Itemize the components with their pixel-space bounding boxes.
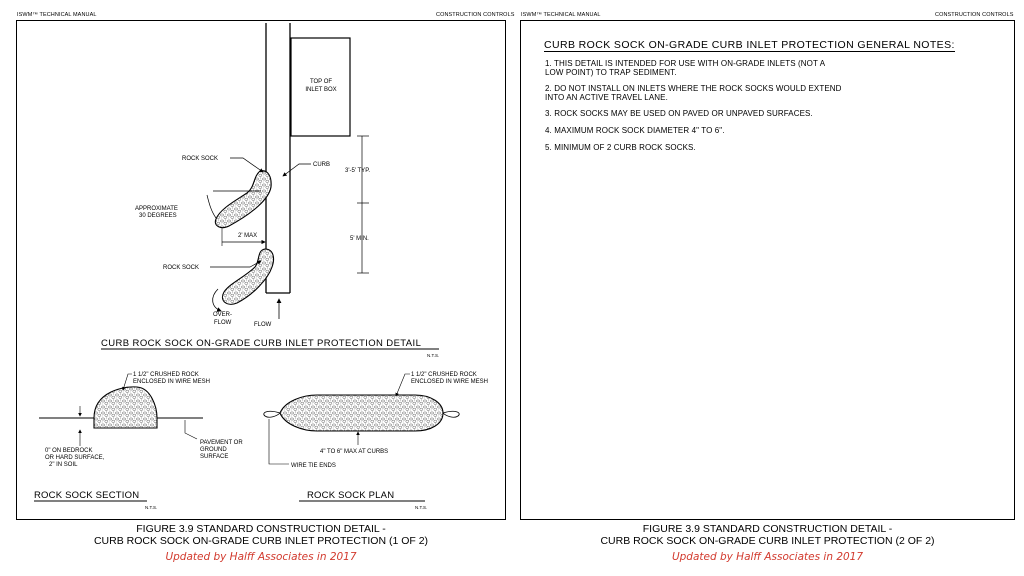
note-2: 2. DO NOT INSTALL ON INLETS WHERE THE ROCK SOCKS WOULD EXTEND INTO AN ACTIVE TRAVEL LANE.	[545, 84, 842, 102]
plan-nts: N.T.S.	[415, 505, 428, 510]
plan-rock-label-2: ENCLOSED IN WIRE MESH	[411, 379, 489, 385]
angle-label-2: 30 DEGREES	[139, 213, 177, 219]
typical-spacing-label: 3'-5' TYP.	[345, 168, 371, 174]
section-rock-label-1: 1 1/2" CRUSHED ROCK	[133, 372, 199, 378]
overflow-arrow	[213, 289, 221, 311]
pavement-label-3: SURFACE	[200, 454, 229, 460]
bedrock-label-1: 0" ON BEDROCK	[45, 448, 93, 454]
bedrock-label-2: OR HARD SURFACE,	[45, 455, 105, 461]
max-length-label: 2' MAX	[238, 233, 258, 239]
left-header-section: CONSTRUCTION CONTROLS	[436, 12, 515, 18]
bedrock-label-3: 2" IN SOIL	[49, 462, 78, 468]
right-notes-frame	[520, 20, 1015, 520]
rock-sock-lower-label: ROCK SOCK	[163, 265, 200, 271]
left-credit: Updated by Halff Associates in 2017	[165, 551, 357, 563]
right-wire-tie	[443, 411, 459, 417]
overflow-label-1: OVER-	[213, 312, 233, 318]
left-header-title: ISWM™ TECHNICAL MANUAL	[17, 12, 97, 18]
section-title: ROCK SOCK SECTION	[34, 490, 140, 501]
curb-label: CURB	[313, 162, 331, 168]
right-header-section: CONSTRUCTION CONTROLS	[935, 12, 1014, 18]
upper-rock-sock	[215, 171, 271, 228]
pavement-label-1: PAVEMENT OR	[200, 440, 243, 446]
plan-max-label: 4" TO 6" MAX AT CURBS	[320, 449, 389, 455]
wire-tie-label: WIRE TIE ENDS	[291, 463, 336, 469]
plan-rock-sock	[280, 395, 443, 431]
curb-inlet-detail-drawing	[17, 21, 507, 521]
plan-rock-label-1: 1 1/2" CRUSHED ROCK	[411, 372, 477, 378]
note-5: 5. MINIMUM OF 2 CURB ROCK SOCKS.	[545, 143, 696, 152]
section-rock-label-2: ENCLOSED IN WIRE MESH	[133, 379, 211, 385]
plan-title: ROCK SOCK PLAN	[307, 490, 395, 501]
note-1: 1. THIS DETAIL IS INTENDED FOR USE WITH ON-GRADE INLETS (NOT A LOW POINT) TO TRAP SEDIMENT.	[545, 59, 826, 77]
note-3: 3. ROCK SOCKS MAY BE USED ON PAVED OR UNPAVED SURFACES.	[545, 109, 813, 118]
right-caption-line-1: FIGURE 3.9 STANDARD CONSTRUCTION DETAIL -	[642, 523, 893, 535]
flow-label: FLOW	[254, 322, 272, 328]
notes-title: CURB ROCK SOCK ON-GRADE CURB INLET PROTECTION GENERAL NOTES:	[544, 39, 955, 51]
minimum-spacing-label: 5' MIN.	[350, 236, 369, 242]
overflow-label-2: FLOW	[214, 320, 232, 326]
lower-rock-sock	[222, 249, 273, 304]
rock-sock-upper-label: ROCK SOCK	[182, 156, 219, 162]
detail-title: CURB ROCK SOCK ON-GRADE CURB INLET PROTECTION DETAIL	[101, 338, 422, 349]
right-caption-line-2: CURB ROCK SOCK ON-GRADE CURB INLET PROTECTION (2 OF 2)	[600, 535, 935, 547]
angle-label-1: APPROXIMATE	[135, 206, 178, 212]
left-caption-line-2: CURB ROCK SOCK ON-GRADE CURB INLET PROTECTION (1 OF 2)	[93, 535, 429, 547]
right-header-title: ISWM™ TECHNICAL MANUAL	[521, 12, 601, 18]
inlet-box-label-1: TOP OF	[309, 79, 333, 85]
pavement-label-2: GROUND	[200, 447, 227, 453]
left-caption-line-1: FIGURE 3.9 STANDARD CONSTRUCTION DETAIL -	[136, 523, 386, 535]
right-credit: Updated by Halff Associates in 2017	[671, 551, 864, 563]
note-4: 4. MAXIMUM ROCK SOCK DIAMETER 4" TO 6".	[545, 126, 725, 135]
left-wire-tie	[264, 411, 280, 417]
inlet-box-label-2: INLET BOX	[305, 87, 337, 93]
section-rock-sock	[94, 387, 157, 428]
left-drawing-frame	[16, 20, 506, 520]
detail-nts: N.T.S.	[427, 353, 440, 358]
section-nts: N.T.S.	[145, 505, 158, 510]
